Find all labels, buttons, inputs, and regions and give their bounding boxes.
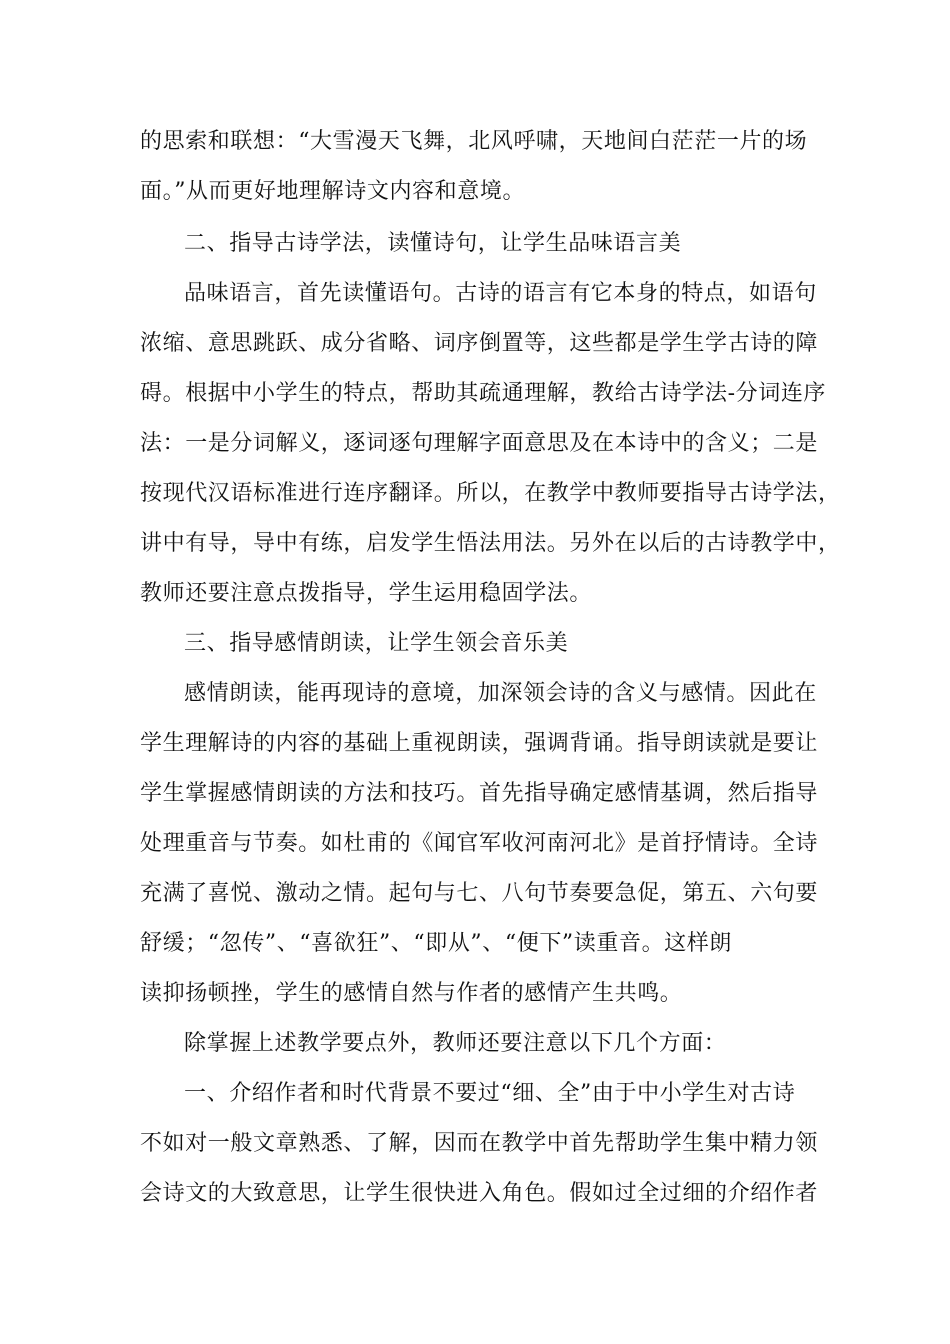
text-line: 会诗文的大致意思，让学生很快进入角色。假如过全过细的介绍作者: [140, 1181, 819, 1206]
text-line: 法：一是分词解义，逐词逐句理解字面意思及在本诗中的含义；二是: [140, 431, 819, 456]
text-line: 学生掌握感情朗读的方法和技巧。首先指导确定感情基调，然后指导: [140, 781, 819, 806]
text-line: 的思索和联想：“大雪漫天飞舞，北风呼啸，天地间白茫茫一片的场: [140, 129, 808, 154]
text-line: 处理重音与节奏。如杜甫的《闻官军收河南河北》是首抒情诗。全诗: [140, 831, 819, 856]
text-line: 充满了喜悦、激动之情。起句与七、八句节奏要急促，第五、六句要: [140, 881, 819, 906]
text-line: 浓缩、意思跳跃、成分省略、词序倒置等，这些都是学生学古诗的障: [140, 331, 819, 356]
text-line: 品味语言，首先读懂语句。古诗的语言有它本身的特点，如语句: [184, 281, 817, 306]
text-line: 感情朗读，能再现诗的意境，加深领会诗的含义与感情。因此在: [184, 681, 817, 706]
text-line: 一、介绍作者和时代背景不要过“细、全”由于中小学生对古诗: [184, 1081, 796, 1106]
text-line: 碍。根据中小学生的特点，帮助其疏通理解，教给古诗学法-分词连序: [140, 381, 827, 406]
text-line: 按现代汉语标准进行连序翻译。所以，在教学中教师要指导古诗学法，: [140, 481, 841, 506]
text-line: 读抑扬顿挫，学生的感情自然与作者的感情产生共鸣。: [140, 981, 683, 1006]
section-heading: 二、指导古诗学法，读懂诗句，让学生品味语言美: [184, 231, 682, 256]
text-line: 讲中有导，导中有练，启发学生悟法用法。另外在以后的古诗教学中，: [140, 531, 841, 556]
text-line: 学生理解诗的内容的基础上重视朗读，强调背诵。指导朗读就是要让: [140, 731, 819, 756]
text-line: 舒缓；“忽传”、“喜欲狂”、“即从”、“便下”读重音。这样朗: [140, 931, 732, 956]
text-line: 教师还要注意点拨指导，学生运用稳固学法。: [140, 581, 593, 606]
text-line: 不如对一般文章熟悉、了解，因而在教学中首先帮助学生集中精力领: [140, 1131, 819, 1156]
text-line: 除掌握上述教学要点外，教师还要注意以下几个方面：: [184, 1031, 727, 1056]
section-heading: 三、指导感情朗读，让学生领会音乐美: [184, 631, 569, 656]
text-line: 面。”从而更好地理解诗文内容和意境。: [140, 179, 526, 204]
